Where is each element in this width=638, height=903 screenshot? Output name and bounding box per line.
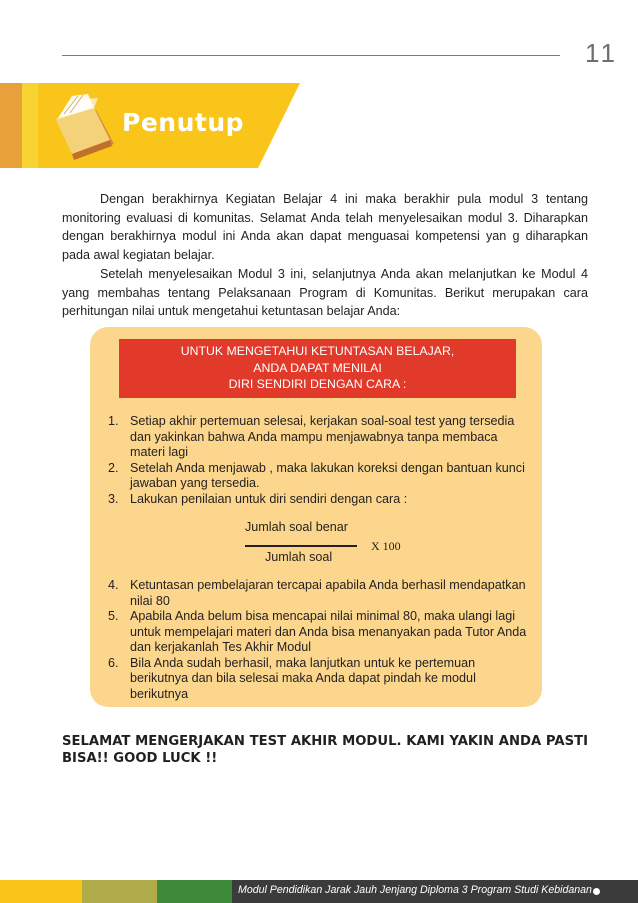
step-text: Apabila Anda belum bisa mencapai nilai minimal 80, maka ulangi lagi untuk mempelajari materi dan Anda bisa menanyakan pada Tutor Anda dan kerjakanlah Tes Akhir Modul bbox=[130, 609, 527, 654]
formula-multiplier: X 100 bbox=[371, 539, 401, 553]
step-number: 3. bbox=[108, 491, 119, 506]
steps-list-part-1 bbox=[108, 414, 528, 507]
formula-numerator: Jumlah soal benar bbox=[245, 520, 348, 534]
list-item bbox=[108, 609, 528, 656]
heading-line: ANDA DAPAT MENILAI bbox=[253, 360, 382, 375]
intro-paragraph-1 bbox=[62, 190, 588, 264]
step-number: 5. bbox=[108, 609, 119, 623]
step-text: Lakukan penilaian untuk diri sendiri dengan cara : bbox=[130, 491, 408, 506]
list-item bbox=[108, 578, 528, 609]
footer-color-block bbox=[0, 880, 82, 903]
intro-paragraph-2-text: Setelah menyelesaikan Modul 3 ini, selanjutnya Anda akan melanjutkan ke Modul 4 yang membahas tentang Pelaksanaan Program di Komunitas. Berikut merupakan cara perhitungan nilai untuk mengetahui ketuntasan belajar Anda: bbox=[62, 267, 588, 318]
step-text: Setelah Anda menjawab , maka lakukan koreksi dengan bantuan kunci jawaban yang tersedia. bbox=[130, 460, 525, 490]
step-number: 6. bbox=[108, 655, 119, 670]
list-item bbox=[108, 656, 528, 703]
step-text: Bila Anda sudah berhasil, maka lanjutkan untuk ke pertemuan berikutnya dan bila selesai maka Anda dapat pindah ke modul berikutnya bbox=[130, 655, 476, 701]
list-item bbox=[108, 492, 528, 508]
heading-line: DIRI SENDIRI DENGAN CARA : bbox=[228, 377, 407, 391]
formula-denominator: Jumlah soal bbox=[265, 550, 333, 564]
self-assessment-heading bbox=[119, 339, 516, 398]
list-item bbox=[108, 414, 528, 461]
step-text: Setiap akhir pertemuan selesai, kerjakan soal-soal test yang tersedia dan yakinkan bahwa Anda mampu menjawabnya tanpa membaca materi lagi bbox=[130, 414, 515, 459]
intro-paragraph-2 bbox=[62, 265, 588, 321]
intro-paragraph-1-text: Dengan berakhirnya Kegiatan Belajar 4 ini maka berakhir pula modul 3 tentang monitoring evaluasi di komunitas. Selamat Anda telah menyelesaikan modul 3. Diharapkan dengan berakhirnya modul ini Anda akan dapat menguasai kompetensi yan g diharapkan pada awal kegiatan belajar. bbox=[62, 192, 588, 262]
section-title: Penutup bbox=[122, 108, 245, 137]
formula-fraction-bar bbox=[245, 545, 357, 547]
list-item bbox=[108, 461, 528, 492]
footer-color-block bbox=[82, 880, 157, 903]
step-text: Ketuntasan pembelajaran tercapai apabila Anda berhasil mendapatkan nilai 80 bbox=[130, 578, 526, 608]
step-number: 2. bbox=[108, 460, 119, 475]
heading-line: UNTUK MENGETAHUI KETUNTASAN BELAJAR, bbox=[180, 344, 455, 358]
footer-bar bbox=[0, 880, 638, 903]
steps-list-part-2 bbox=[108, 578, 528, 702]
closing-message: SELAMAT MENGERJAKAN TEST AKHIR MODUL. KAMI YAKIN ANDA PASTI BISA!! GOOD LUCK !! bbox=[62, 734, 588, 766]
page-number: 11 bbox=[585, 38, 618, 68]
step-number: 4. bbox=[108, 578, 119, 592]
footer-dot-icon bbox=[593, 888, 600, 895]
footer-text: Modul Pendidikan Jarak Jauh Jenjang Diploma 3 Program Studi Kebidanan bbox=[238, 884, 592, 896]
step-number: 1. bbox=[108, 414, 119, 428]
header-rule bbox=[62, 55, 560, 56]
book-icon bbox=[44, 92, 118, 162]
footer-color-block bbox=[157, 880, 232, 903]
